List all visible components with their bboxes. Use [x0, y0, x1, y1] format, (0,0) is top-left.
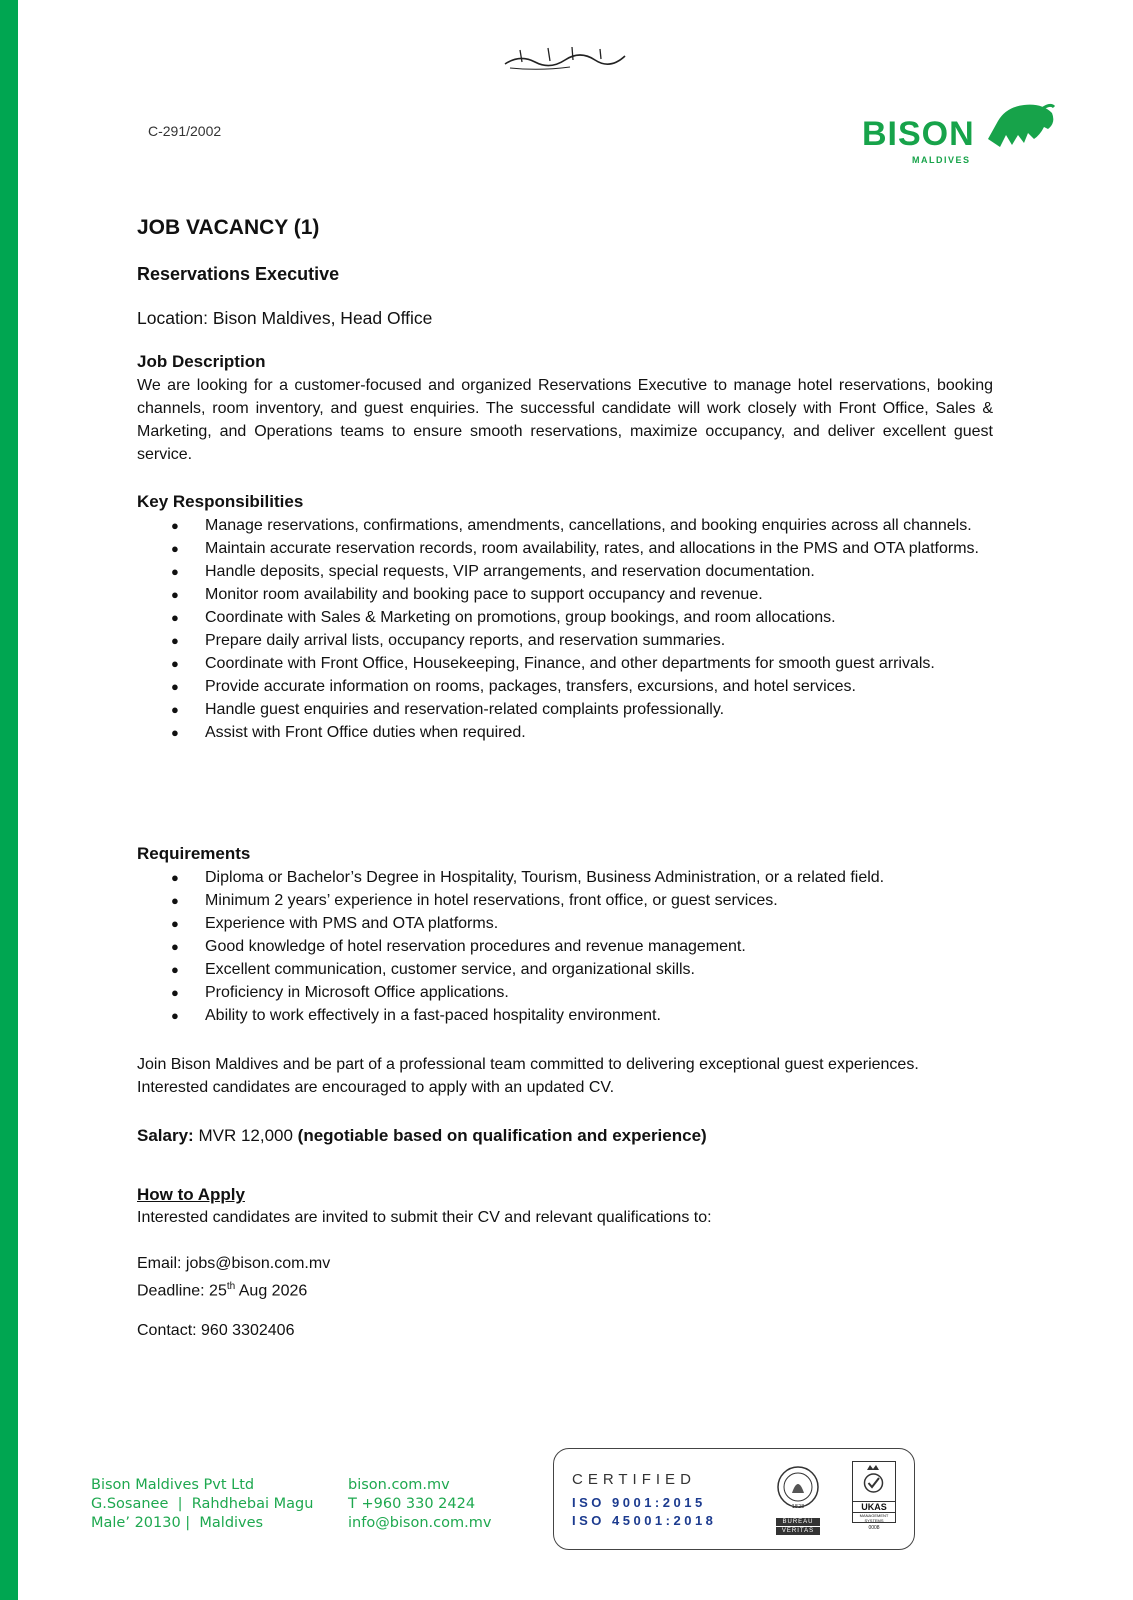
- list-item: ● Prepare daily arrival lists, occupancy reports, and reservation summaries.: [137, 629, 993, 652]
- salary-note: (negotiable based on qualification and experience): [297, 1126, 707, 1145]
- bureau-veritas-icon: [772, 1463, 824, 1513]
- list-item: ● Diploma or Bachelor’s Degree in Hospitality, Tourism, Business Administration, or a related field.: [137, 866, 993, 889]
- apply-contact: Contact: 960 3302406: [137, 1322, 295, 1340]
- job-description-text: We are looking for a customer-focused and organized Reservations Executive to manage hotel reservations, booking channels, room inventory, and guest enquiries. The successful candidate will work closely with Front Office, Sales & Marketing, and Operations teams to ensure smooth reservations, maximize occupancy, and deliver excellent guest service.: [137, 377, 993, 463]
- apply-instructions: Interested candidates are invited to submit their CV and relevant qualifications to:: [137, 1209, 712, 1226]
- list-item: ● Maintain accurate reservation records, room availability, rates, and allocations in the PMS and OTA platforms.: [137, 537, 993, 560]
- list-item: ● Coordinate with Sales & Marketing on promotions, group bookings, and room allocations.: [137, 606, 993, 629]
- vacancy-title: JOB VACANCY (1): [137, 216, 320, 239]
- list-item: ● Handle deposits, special requests, VIP arrangements, and reservation documentation.: [137, 560, 993, 583]
- list-item: ● Ability to work effectively in a fast-paced hospitality environment.: [137, 1004, 993, 1027]
- logo-subtitle: MALDIVES: [912, 155, 971, 165]
- list-item: ● Excellent communication, customer service, and organizational skills.: [137, 958, 993, 981]
- iso-9001-label: ISO 9001:2015: [572, 1495, 706, 1510]
- job-description-section: [137, 350, 993, 466]
- list-item: ● Proficiency in Microsoft Office applications.: [137, 981, 993, 1004]
- list-item: ● Coordinate with Front Office, Housekeeping, Finance, and other departments for smooth guest arrivals.: [137, 652, 993, 675]
- salary-amount: MVR 12,000: [198, 1126, 293, 1145]
- list-item: ● Handle guest enquiries and reservation-related complaints professionally.: [137, 698, 993, 721]
- closing-line-2: Interested candidates are encouraged to apply with an updated CV.: [137, 1079, 615, 1096]
- location-text: Location: Bison Maldives, Head Office: [137, 308, 433, 328]
- salary-label: Salary:: [137, 1126, 194, 1145]
- bureau-veritas-seal: 1828 BUREAU VERITAS: [772, 1463, 824, 1535]
- list-item: ● Monitor room availability and booking pace to support occupancy and revenue.: [137, 583, 993, 606]
- requirements-section: [137, 842, 993, 1027]
- apply-deadline: Deadline: 25th Aug 2026: [137, 1281, 308, 1300]
- list-item: ● Experience with PMS and OTA platforms.: [137, 912, 993, 935]
- list-item: ● Manage reservations, confirmations, amendments, cancellations, and booking enquiries across all channels.: [137, 514, 993, 537]
- logo-wordmark: BISON: [862, 115, 975, 153]
- position-title: Reservations Executive: [137, 264, 340, 284]
- footer-address: Bison Maldives Pvt Ltd G.Sosanee | Rahdhebai Magu Male’ 20130 | Maldives: [91, 1477, 314, 1531]
- list-item: ● Good knowledge of hotel reservation procedures and revenue management.: [137, 935, 993, 958]
- certified-label: CERTIFIED: [572, 1471, 696, 1488]
- basmala-calligraphy: [500, 42, 630, 72]
- list-item: ● Minimum 2 years’ experience in hotel reservations, front office, or guest services.: [137, 889, 993, 912]
- apply-email: Email: jobs@bison.com.mv: [137, 1255, 331, 1272]
- left-accent-bar: [0, 0, 18, 1600]
- reference-number: C-291/2002: [148, 123, 222, 139]
- iso-45001-label: ISO 45001:2018: [572, 1513, 717, 1528]
- requirements-list: [137, 866, 993, 1027]
- job-description-heading: Job Description: [137, 352, 266, 371]
- closing-section: [137, 1053, 993, 1099]
- how-to-apply-heading: How to Apply: [137, 1185, 245, 1204]
- closing-line-1: Join Bison Maldives and be part of a professional team committed to delivering exceptional guest experiences.: [137, 1056, 919, 1073]
- bison-logo: [862, 95, 1062, 165]
- list-item: ● Assist with Front Office duties when required.: [137, 721, 993, 744]
- responsibilities-section: [137, 490, 993, 744]
- list-item: ● Provide accurate information on rooms, packages, transfers, excursions, and hotel services.: [137, 675, 993, 698]
- requirements-heading: Requirements: [137, 844, 251, 863]
- salary-line: [137, 1126, 707, 1146]
- ukas-seal: UKAS MANAGEMENT SYSTEMS 0008: [852, 1461, 896, 1537]
- responsibilities-heading: Key Responsibilities: [137, 492, 304, 511]
- footer-contact: bison.com.mv T +960 330 2424 info@bison.com.mv: [348, 1477, 492, 1531]
- responsibilities-list: [137, 514, 993, 744]
- svg-text:1828: 1828: [791, 1504, 805, 1510]
- how-to-apply-section: [137, 1183, 993, 1342]
- certification-box: [553, 1448, 915, 1550]
- ukas-crown-check-icon: [853, 1462, 894, 1496]
- bison-head-icon: [984, 99, 1056, 153]
